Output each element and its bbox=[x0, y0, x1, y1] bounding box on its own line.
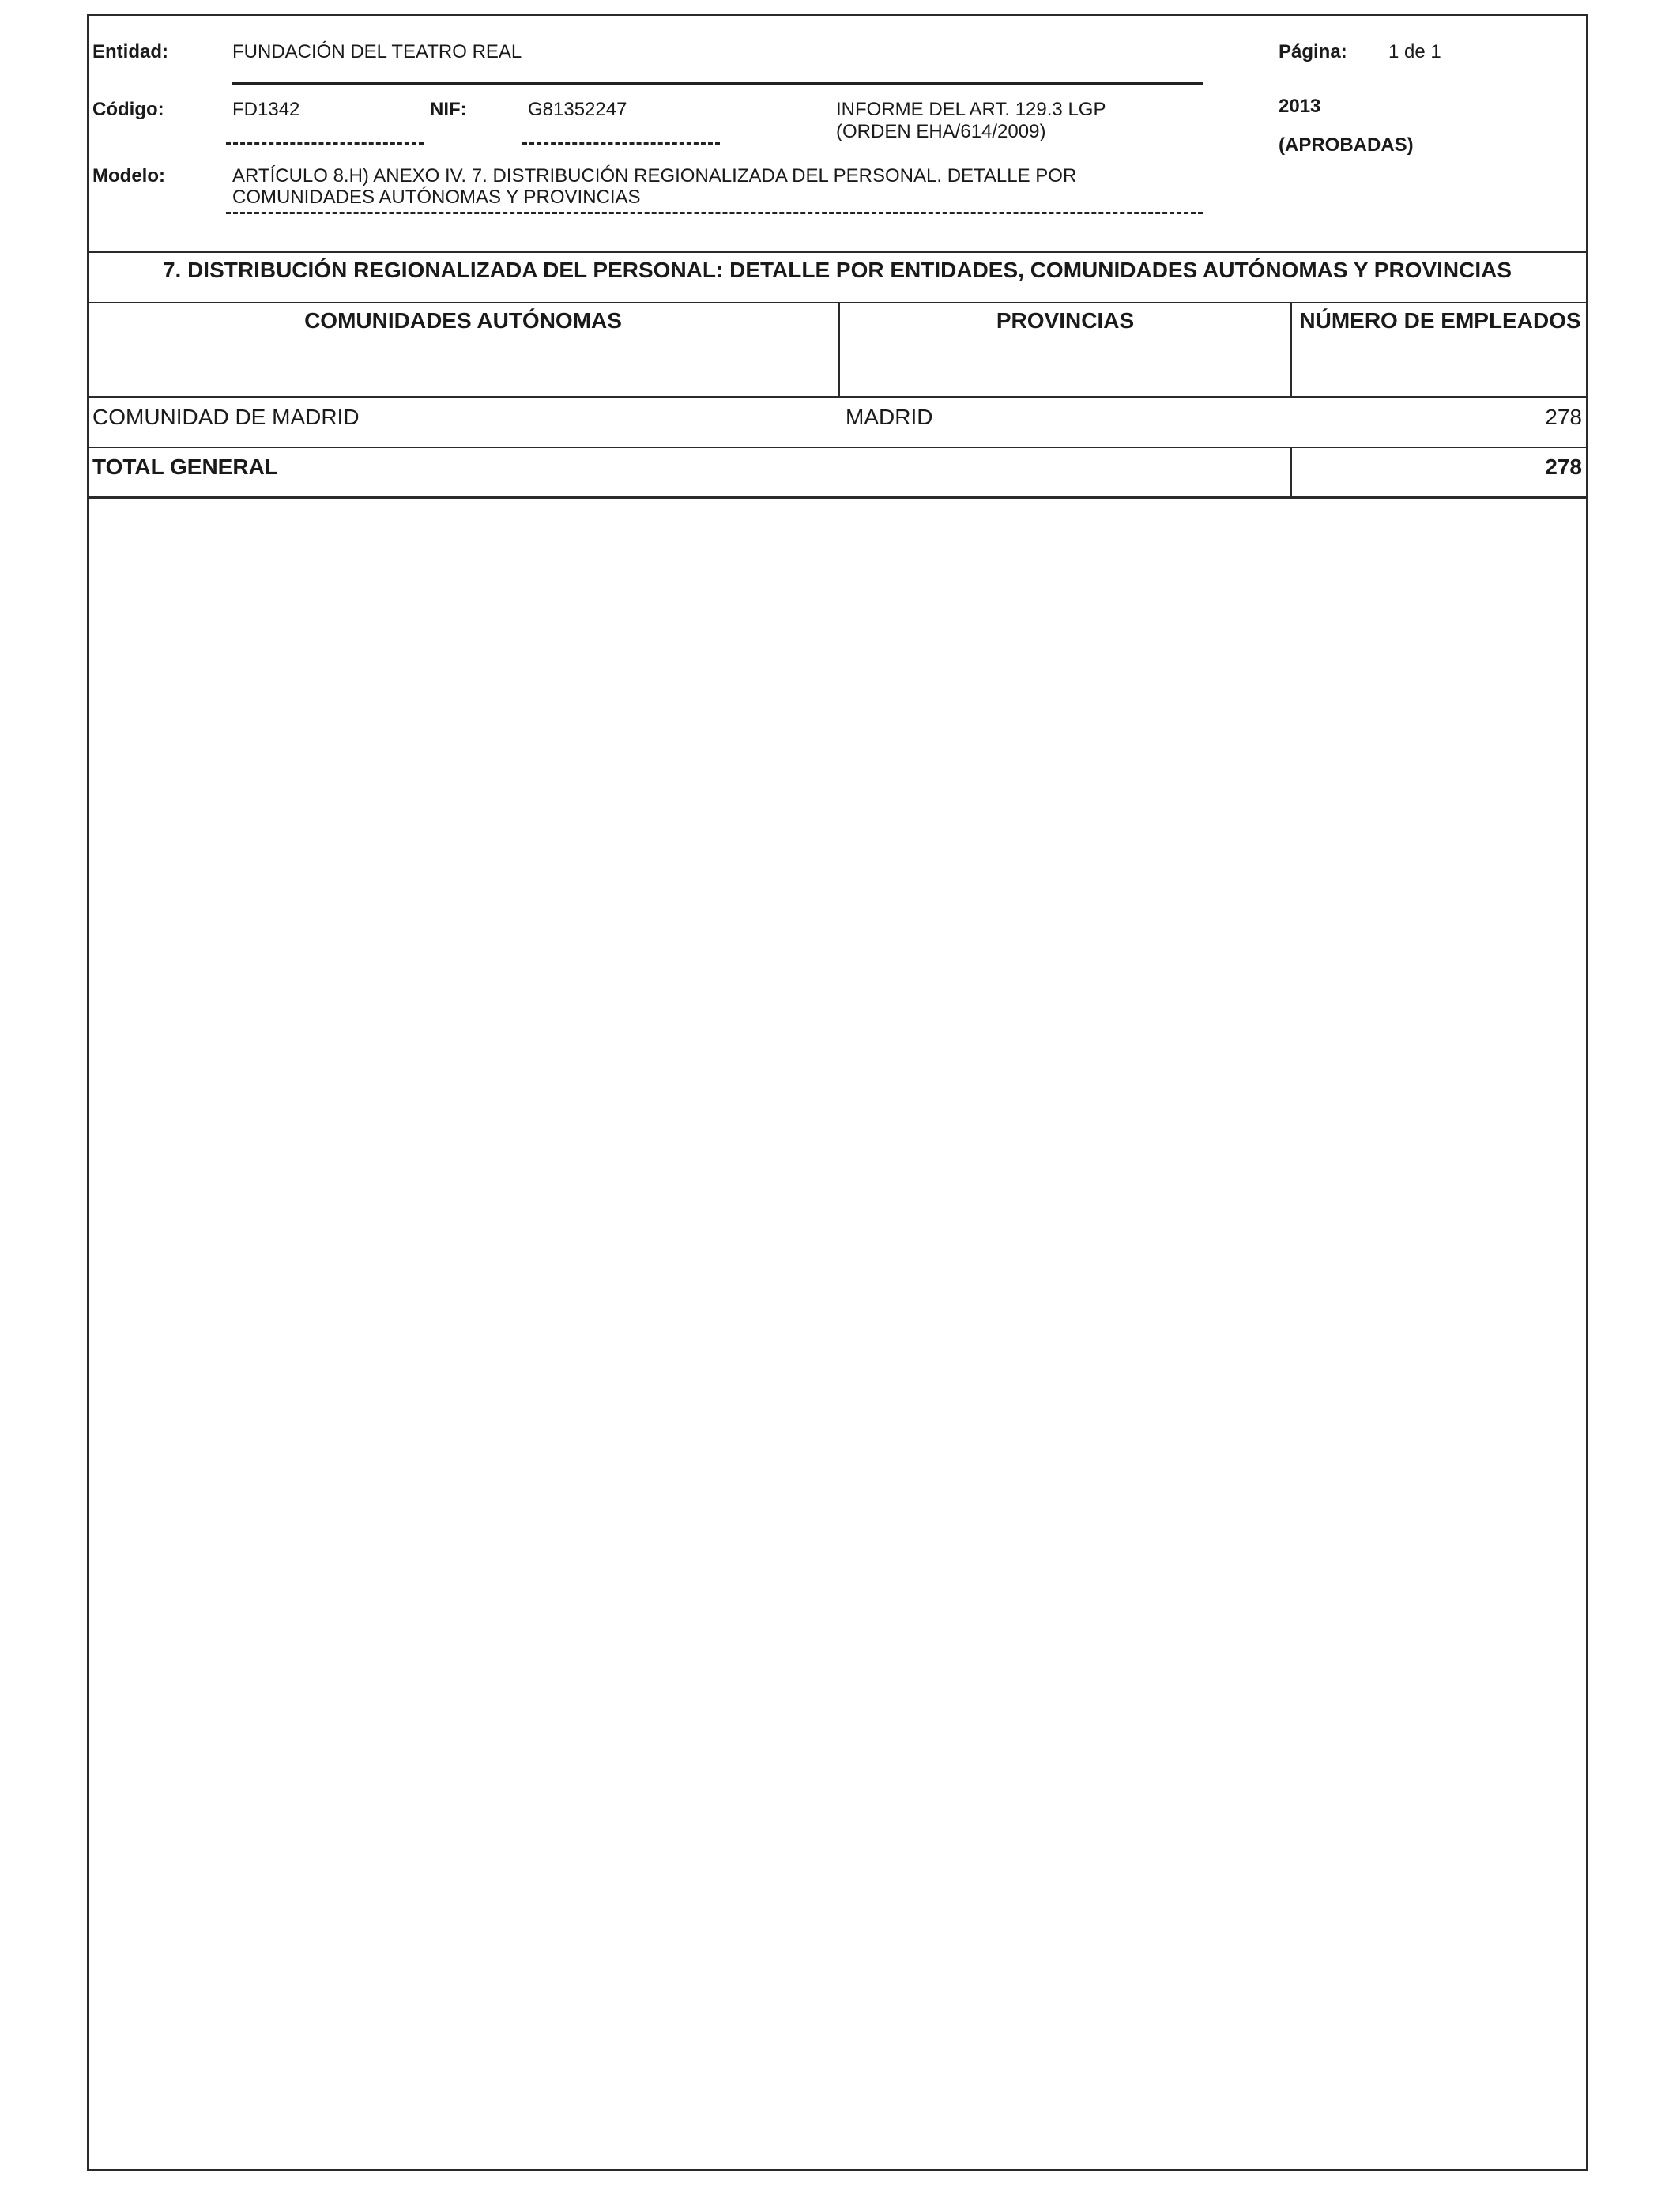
column-header-empleados: NÚMERO DE EMPLEADOS bbox=[1299, 308, 1581, 333]
informe-line1: INFORME DEL ART. 129.3 LGP bbox=[836, 99, 1106, 120]
pagina-label: Página: bbox=[1279, 41, 1347, 62]
nif-underline bbox=[522, 142, 720, 145]
table-row-provincia: MADRID bbox=[846, 405, 933, 429]
pagina-value: 1 de 1 bbox=[1388, 41, 1441, 62]
nif-value: G81352247 bbox=[528, 99, 627, 120]
modelo-line1: ARTÍCULO 8.H) ANEXO IV. 7. DISTRIBUCIÓN REGIONALIZADA DEL PERSONAL. DETALLE POR bbox=[232, 165, 1077, 187]
modelo-label: Modelo: bbox=[92, 165, 165, 187]
entidad-underline bbox=[232, 82, 1203, 85]
codigo-label: Código: bbox=[92, 99, 164, 120]
entidad-label: Entidad: bbox=[92, 41, 168, 62]
total-divider bbox=[1290, 447, 1292, 497]
column-divider-2 bbox=[1290, 302, 1292, 397]
modelo-underline bbox=[226, 212, 1203, 214]
codigo-value: FD1342 bbox=[232, 99, 300, 120]
row-bottom-rule bbox=[89, 447, 1586, 448]
codigo-underline bbox=[226, 142, 424, 145]
section-title: 7. DISTRIBUCIÓN REGIONALIZADA DEL PERSONAL: DETALLE POR ENTIDADES, COMUNIDADES AUTÓNOMAS Y PROVINCIAS bbox=[162, 258, 1512, 282]
total-bottom-rule bbox=[89, 496, 1586, 499]
status-label: (APROBADAS) bbox=[1279, 134, 1414, 156]
nif-label: NIF: bbox=[430, 99, 467, 120]
year-label: 2013 bbox=[1279, 96, 1321, 117]
total-label: TOTAL GENERAL bbox=[92, 454, 278, 479]
informe-line2: (ORDEN EHA/614/2009) bbox=[836, 121, 1046, 142]
column-divider-1 bbox=[838, 302, 840, 397]
column-header-provincias: PROVINCIAS bbox=[996, 308, 1135, 333]
table-row-comunidad: COMUNIDAD DE MADRID bbox=[92, 405, 360, 429]
table-row-empleados: 278 bbox=[1545, 405, 1582, 429]
modelo-line2: COMUNIDADES AUTÓNOMAS Y PROVINCIAS bbox=[232, 187, 641, 208]
header-bottom-rule bbox=[89, 396, 1586, 398]
section-top-rule bbox=[89, 251, 1586, 253]
entidad-value: FUNDACIÓN DEL TEATRO REAL bbox=[232, 41, 522, 62]
column-header-comunidades: COMUNIDADES AUTÓNOMAS bbox=[304, 308, 622, 333]
total-value: 278 bbox=[1545, 454, 1582, 479]
report-page bbox=[87, 14, 1588, 2171]
